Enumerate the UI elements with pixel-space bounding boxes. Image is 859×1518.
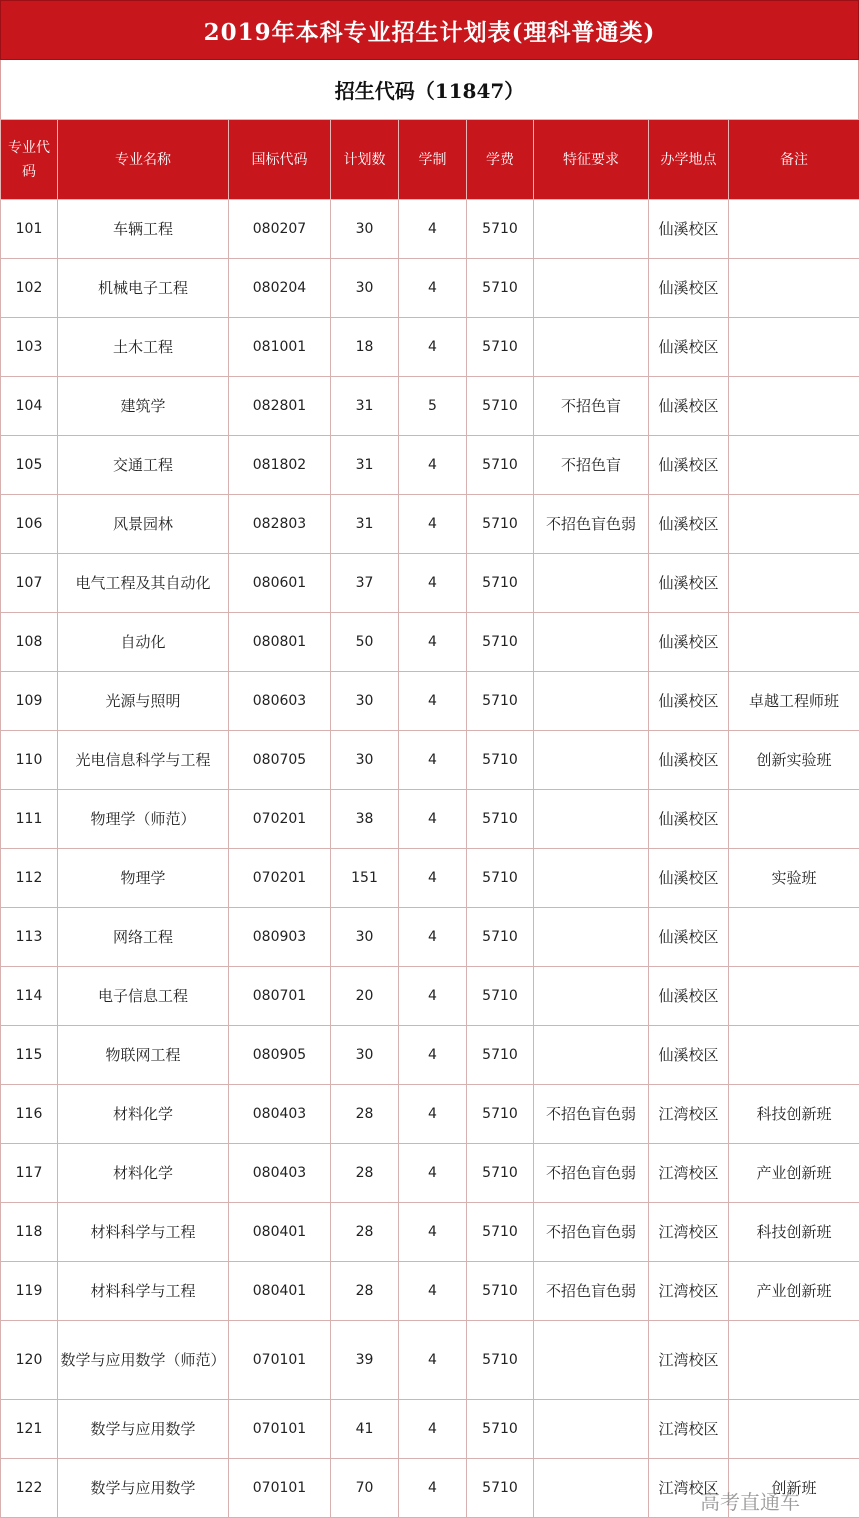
cell-duration: 4 bbox=[399, 731, 467, 790]
cell-tuition: 5710 bbox=[467, 1144, 534, 1203]
cell-requirement: 不招色盲 bbox=[534, 436, 649, 495]
cell-duration: 4 bbox=[399, 1026, 467, 1085]
cell-major-name: 自动化 bbox=[58, 613, 229, 672]
cell-plan-count: 28 bbox=[331, 1203, 399, 1262]
cell-major-name: 网络工程 bbox=[58, 908, 229, 967]
cell-plan-count: 151 bbox=[331, 849, 399, 908]
cell-duration: 4 bbox=[399, 1459, 467, 1518]
cell-major-name: 光源与照明 bbox=[58, 672, 229, 731]
cell-duration: 4 bbox=[399, 672, 467, 731]
cell-campus: 江湾校区 bbox=[649, 1262, 729, 1321]
cell-requirement bbox=[534, 790, 649, 849]
cell-remark: 卓越工程师班 bbox=[729, 672, 859, 731]
enroll-code: 招生代码（11847） bbox=[0, 60, 859, 119]
cell-major-code: 102 bbox=[1, 259, 58, 318]
cell-requirement bbox=[534, 554, 649, 613]
header-major-code: 专业代码 bbox=[1, 120, 58, 200]
cell-major-code: 122 bbox=[1, 1459, 58, 1518]
cell-national-code: 080701 bbox=[229, 967, 331, 1026]
cell-duration: 4 bbox=[399, 849, 467, 908]
cell-major-code: 120 bbox=[1, 1321, 58, 1400]
cell-major-code: 101 bbox=[1, 200, 58, 259]
cell-campus: 江湾校区 bbox=[649, 1321, 729, 1400]
cell-national-code: 080207 bbox=[229, 200, 331, 259]
cell-major-code: 111 bbox=[1, 790, 58, 849]
cell-requirement bbox=[534, 967, 649, 1026]
cell-national-code: 082801 bbox=[229, 377, 331, 436]
cell-major-code: 114 bbox=[1, 967, 58, 1026]
cell-major-code: 117 bbox=[1, 1144, 58, 1203]
cell-campus: 仙溪校区 bbox=[649, 908, 729, 967]
watermark: 高考直通车 bbox=[700, 1486, 800, 1515]
cell-tuition: 5710 bbox=[467, 967, 534, 1026]
cell-remark bbox=[729, 436, 859, 495]
cell-requirement bbox=[534, 908, 649, 967]
cell-remark bbox=[729, 1026, 859, 1085]
table-row bbox=[1, 1026, 859, 1085]
cell-campus: 仙溪校区 bbox=[649, 259, 729, 318]
table-row bbox=[1, 790, 859, 849]
table-row bbox=[1, 1203, 859, 1262]
header-national-code: 国标代码 bbox=[229, 120, 331, 200]
table-row bbox=[1, 377, 859, 436]
cell-national-code: 070201 bbox=[229, 790, 331, 849]
table-row bbox=[1, 318, 859, 377]
header-tuition: 学费 bbox=[467, 120, 534, 200]
cell-national-code: 070101 bbox=[229, 1400, 331, 1459]
cell-duration: 4 bbox=[399, 1203, 467, 1262]
cell-plan-count: 31 bbox=[331, 495, 399, 554]
cell-requirement bbox=[534, 1321, 649, 1400]
table-body bbox=[1, 200, 859, 1518]
cell-major-code: 105 bbox=[1, 436, 58, 495]
cell-major-code: 113 bbox=[1, 908, 58, 967]
cell-major-code: 107 bbox=[1, 554, 58, 613]
cell-requirement: 不招色盲色弱 bbox=[534, 1085, 649, 1144]
cell-remark bbox=[729, 1400, 859, 1459]
cell-campus: 仙溪校区 bbox=[649, 495, 729, 554]
cell-plan-count: 30 bbox=[331, 731, 399, 790]
cell-plan-count: 41 bbox=[331, 1400, 399, 1459]
cell-remark: 科技创新班 bbox=[729, 1203, 859, 1262]
cell-national-code: 070201 bbox=[229, 849, 331, 908]
cell-national-code: 080903 bbox=[229, 908, 331, 967]
cell-duration: 4 bbox=[399, 908, 467, 967]
cell-duration: 4 bbox=[399, 495, 467, 554]
cell-duration: 4 bbox=[399, 436, 467, 495]
cell-requirement bbox=[534, 200, 649, 259]
cell-tuition: 5710 bbox=[467, 1321, 534, 1400]
cell-campus: 仙溪校区 bbox=[649, 731, 729, 790]
cell-tuition: 5710 bbox=[467, 790, 534, 849]
table-row bbox=[1, 200, 859, 259]
cell-campus: 仙溪校区 bbox=[649, 672, 729, 731]
cell-remark: 创新班 bbox=[729, 1459, 859, 1518]
cell-tuition: 5710 bbox=[467, 1085, 534, 1144]
cell-major-name: 材料化学 bbox=[58, 1085, 229, 1144]
cell-national-code: 081802 bbox=[229, 436, 331, 495]
cell-requirement: 不招色盲 bbox=[534, 377, 649, 436]
cell-campus: 仙溪校区 bbox=[649, 554, 729, 613]
cell-remark bbox=[729, 790, 859, 849]
table-row bbox=[1, 731, 859, 790]
cell-national-code: 080204 bbox=[229, 259, 331, 318]
cell-campus: 江湾校区 bbox=[649, 1400, 729, 1459]
cell-major-code: 121 bbox=[1, 1400, 58, 1459]
cell-tuition: 5710 bbox=[467, 436, 534, 495]
cell-tuition: 5710 bbox=[467, 613, 534, 672]
cell-national-code: 080705 bbox=[229, 731, 331, 790]
cell-major-name: 车辆工程 bbox=[58, 200, 229, 259]
cell-remark bbox=[729, 495, 859, 554]
cell-major-name: 交通工程 bbox=[58, 436, 229, 495]
cell-major-name: 物理学（师范） bbox=[58, 790, 229, 849]
cell-national-code: 080801 bbox=[229, 613, 331, 672]
header-plan-count: 计划数 bbox=[331, 120, 399, 200]
cell-requirement: 不招色盲色弱 bbox=[534, 495, 649, 554]
table-row bbox=[1, 495, 859, 554]
cell-plan-count: 28 bbox=[331, 1144, 399, 1203]
cell-requirement bbox=[534, 1459, 649, 1518]
cell-plan-count: 30 bbox=[331, 200, 399, 259]
cell-major-code: 115 bbox=[1, 1026, 58, 1085]
cell-remark bbox=[729, 908, 859, 967]
cell-requirement bbox=[534, 672, 649, 731]
cell-requirement bbox=[534, 259, 649, 318]
cell-major-code: 109 bbox=[1, 672, 58, 731]
cell-duration: 4 bbox=[399, 967, 467, 1026]
cell-tuition: 5710 bbox=[467, 849, 534, 908]
cell-major-name: 物理学 bbox=[58, 849, 229, 908]
cell-national-code: 080601 bbox=[229, 554, 331, 613]
cell-remark bbox=[729, 1321, 859, 1400]
cell-remark: 产业创新班 bbox=[729, 1144, 859, 1203]
cell-plan-count: 70 bbox=[331, 1459, 399, 1518]
cell-requirement bbox=[534, 849, 649, 908]
cell-campus: 江湾校区 bbox=[649, 1203, 729, 1262]
cell-remark bbox=[729, 377, 859, 436]
cell-campus: 仙溪校区 bbox=[649, 318, 729, 377]
cell-major-name: 光电信息科学与工程 bbox=[58, 731, 229, 790]
cell-campus: 仙溪校区 bbox=[649, 436, 729, 495]
cell-tuition: 5710 bbox=[467, 554, 534, 613]
cell-national-code: 080403 bbox=[229, 1085, 331, 1144]
cell-plan-count: 38 bbox=[331, 790, 399, 849]
cell-duration: 4 bbox=[399, 554, 467, 613]
table-row bbox=[1, 1400, 859, 1459]
cell-tuition: 5710 bbox=[467, 908, 534, 967]
cell-major-code: 103 bbox=[1, 318, 58, 377]
cell-plan-count: 28 bbox=[331, 1262, 399, 1321]
header-requirement: 特征要求 bbox=[534, 120, 649, 200]
cell-major-name: 材料科学与工程 bbox=[58, 1262, 229, 1321]
cell-requirement bbox=[534, 1400, 649, 1459]
cell-remark: 科技创新班 bbox=[729, 1085, 859, 1144]
cell-national-code: 082803 bbox=[229, 495, 331, 554]
cell-plan-count: 30 bbox=[331, 672, 399, 731]
cell-campus: 仙溪校区 bbox=[649, 200, 729, 259]
cell-tuition: 5710 bbox=[467, 318, 534, 377]
cell-major-name: 数学与应用数学（师范） bbox=[58, 1321, 229, 1400]
cell-major-name: 数学与应用数学 bbox=[58, 1459, 229, 1518]
cell-campus: 江湾校区 bbox=[649, 1459, 729, 1518]
cell-remark: 创新实验班 bbox=[729, 731, 859, 790]
cell-national-code: 081001 bbox=[229, 318, 331, 377]
cell-requirement: 不招色盲色弱 bbox=[534, 1262, 649, 1321]
cell-remark bbox=[729, 259, 859, 318]
table-row bbox=[1, 1321, 859, 1400]
cell-requirement bbox=[534, 731, 649, 790]
cell-campus: 江湾校区 bbox=[649, 1085, 729, 1144]
cell-major-name: 风景园林 bbox=[58, 495, 229, 554]
cell-tuition: 5710 bbox=[467, 1026, 534, 1085]
cell-duration: 4 bbox=[399, 790, 467, 849]
cell-requirement bbox=[534, 318, 649, 377]
table-row bbox=[1, 259, 859, 318]
cell-remark bbox=[729, 200, 859, 259]
table-row bbox=[1, 613, 859, 672]
cell-plan-count: 30 bbox=[331, 1026, 399, 1085]
cell-tuition: 5710 bbox=[467, 1400, 534, 1459]
table-row bbox=[1, 1262, 859, 1321]
table-row bbox=[1, 672, 859, 731]
cell-campus: 仙溪校区 bbox=[649, 1026, 729, 1085]
cell-national-code: 070101 bbox=[229, 1321, 331, 1400]
cell-major-code: 119 bbox=[1, 1262, 58, 1321]
cell-national-code: 080401 bbox=[229, 1262, 331, 1321]
cell-plan-count: 28 bbox=[331, 1085, 399, 1144]
cell-plan-count: 50 bbox=[331, 613, 399, 672]
cell-major-code: 112 bbox=[1, 849, 58, 908]
table-row bbox=[1, 967, 859, 1026]
table-row bbox=[1, 1144, 859, 1203]
cell-requirement bbox=[534, 1026, 649, 1085]
cell-tuition: 5710 bbox=[467, 731, 534, 790]
cell-campus: 仙溪校区 bbox=[649, 967, 729, 1026]
cell-major-code: 106 bbox=[1, 495, 58, 554]
cell-remark bbox=[729, 554, 859, 613]
cell-remark bbox=[729, 318, 859, 377]
cell-duration: 4 bbox=[399, 1085, 467, 1144]
cell-duration: 4 bbox=[399, 200, 467, 259]
cell-requirement bbox=[534, 613, 649, 672]
header-major-name: 专业名称 bbox=[58, 120, 229, 200]
cell-national-code: 080603 bbox=[229, 672, 331, 731]
cell-national-code: 070101 bbox=[229, 1459, 331, 1518]
cell-national-code: 080905 bbox=[229, 1026, 331, 1085]
cell-national-code: 080401 bbox=[229, 1203, 331, 1262]
cell-major-code: 110 bbox=[1, 731, 58, 790]
cell-major-name: 电气工程及其自动化 bbox=[58, 554, 229, 613]
cell-major-name: 数学与应用数学 bbox=[58, 1400, 229, 1459]
cell-major-code: 104 bbox=[1, 377, 58, 436]
cell-plan-count: 30 bbox=[331, 259, 399, 318]
cell-major-name: 电子信息工程 bbox=[58, 967, 229, 1026]
table-row bbox=[1, 908, 859, 967]
cell-campus: 江湾校区 bbox=[649, 1144, 729, 1203]
cell-national-code: 080403 bbox=[229, 1144, 331, 1203]
cell-major-code: 108 bbox=[1, 613, 58, 672]
cell-duration: 4 bbox=[399, 613, 467, 672]
cell-campus: 仙溪校区 bbox=[649, 849, 729, 908]
cell-duration: 4 bbox=[399, 259, 467, 318]
cell-plan-count: 37 bbox=[331, 554, 399, 613]
cell-plan-count: 31 bbox=[331, 436, 399, 495]
cell-major-name: 材料科学与工程 bbox=[58, 1203, 229, 1262]
cell-duration: 4 bbox=[399, 318, 467, 377]
cell-tuition: 5710 bbox=[467, 1203, 534, 1262]
cell-major-code: 116 bbox=[1, 1085, 58, 1144]
cell-duration: 4 bbox=[399, 1262, 467, 1321]
plan-table bbox=[0, 119, 859, 1518]
cell-major-code: 118 bbox=[1, 1203, 58, 1262]
cell-tuition: 5710 bbox=[467, 672, 534, 731]
cell-remark: 实验班 bbox=[729, 849, 859, 908]
cell-major-name: 材料化学 bbox=[58, 1144, 229, 1203]
cell-tuition: 5710 bbox=[467, 1459, 534, 1518]
header-remark: 备注 bbox=[729, 120, 859, 200]
cell-requirement: 不招色盲色弱 bbox=[534, 1203, 649, 1262]
cell-duration: 4 bbox=[399, 1400, 467, 1459]
cell-requirement: 不招色盲色弱 bbox=[534, 1144, 649, 1203]
table-row bbox=[1, 436, 859, 495]
cell-remark bbox=[729, 967, 859, 1026]
table-row bbox=[1, 849, 859, 908]
cell-campus: 仙溪校区 bbox=[649, 377, 729, 436]
cell-major-name: 土木工程 bbox=[58, 318, 229, 377]
cell-remark: 产业创新班 bbox=[729, 1262, 859, 1321]
cell-tuition: 5710 bbox=[467, 1262, 534, 1321]
cell-major-name: 建筑学 bbox=[58, 377, 229, 436]
cell-remark bbox=[729, 613, 859, 672]
cell-tuition: 5710 bbox=[467, 259, 534, 318]
cell-campus: 仙溪校区 bbox=[649, 613, 729, 672]
cell-campus: 仙溪校区 bbox=[649, 790, 729, 849]
cell-tuition: 5710 bbox=[467, 200, 534, 259]
cell-plan-count: 31 bbox=[331, 377, 399, 436]
table-row bbox=[1, 554, 859, 613]
cell-duration: 4 bbox=[399, 1321, 467, 1400]
cell-tuition: 5710 bbox=[467, 377, 534, 436]
page-title: 2019年本科专业招生计划表(理科普通类) bbox=[0, 0, 859, 60]
table-row bbox=[1, 1085, 859, 1144]
cell-plan-count: 20 bbox=[331, 967, 399, 1026]
cell-plan-count: 39 bbox=[331, 1321, 399, 1400]
cell-plan-count: 30 bbox=[331, 908, 399, 967]
header-duration: 学制 bbox=[399, 120, 467, 200]
cell-plan-count: 18 bbox=[331, 318, 399, 377]
cell-duration: 5 bbox=[399, 377, 467, 436]
cell-major-name: 物联网工程 bbox=[58, 1026, 229, 1085]
cell-duration: 4 bbox=[399, 1144, 467, 1203]
cell-tuition: 5710 bbox=[467, 495, 534, 554]
cell-major-name: 机械电子工程 bbox=[58, 259, 229, 318]
table-header-row bbox=[1, 120, 859, 200]
header-campus: 办学地点 bbox=[649, 120, 729, 200]
